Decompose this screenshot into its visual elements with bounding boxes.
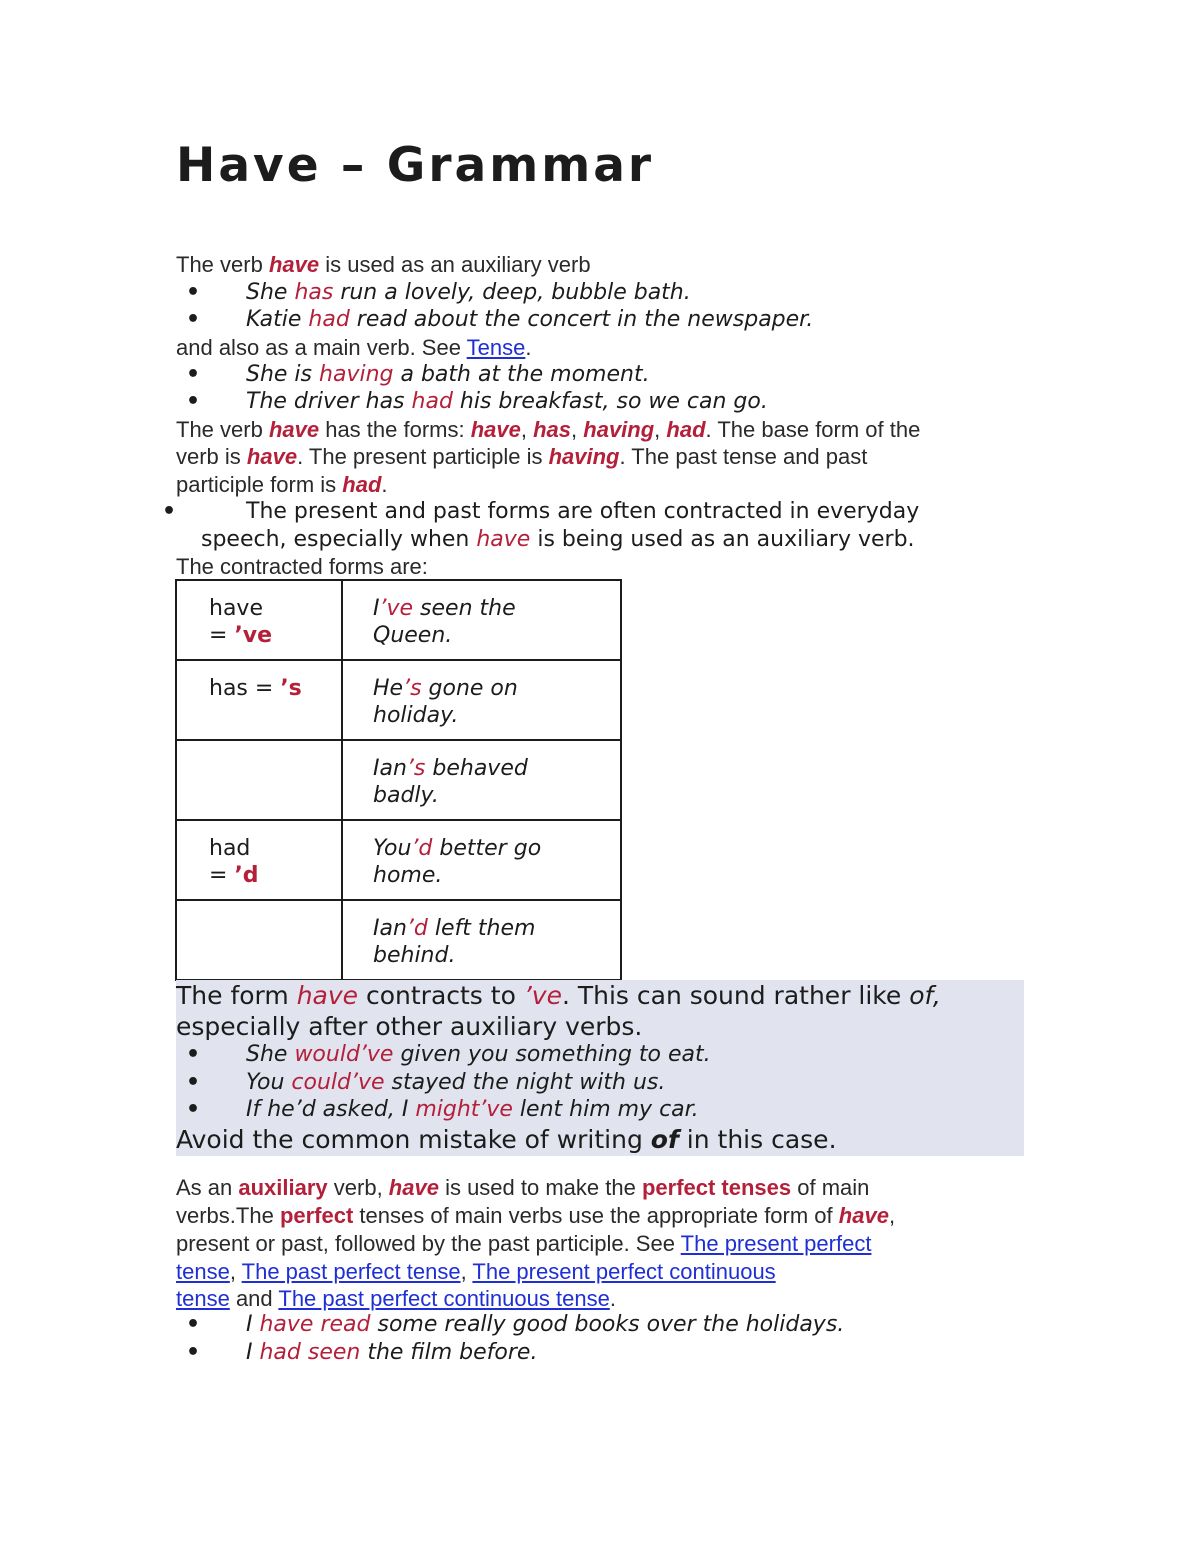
bullet: •: [186, 1070, 201, 1095]
perfect-line-5: tense and The past perfect continuous tense.: [176, 1286, 616, 1311]
tense-link[interactable]: Tense: [466, 335, 526, 360]
table-row: [176, 900, 621, 980]
perfect-line-4: tense, The past perfect tense, The present perfect continuous: [176, 1259, 776, 1284]
keyword-of: of,: [909, 981, 941, 1010]
main-verb-text: and also as a main verb. See: [176, 335, 467, 360]
form-cell: had = ’d: [176, 820, 342, 900]
form-cell: have = ’ve: [176, 580, 342, 660]
form-cell: [176, 900, 342, 980]
example-text: run a lovely, deep, bubble bath.: [333, 280, 691, 305]
keyword-had: had: [342, 472, 382, 497]
example-keyword: have read: [259, 1312, 371, 1337]
note-line-1: The form have contracts to ’ve. This can sound rather like of,: [176, 981, 941, 1010]
example-keyword: could’ve: [291, 1070, 385, 1095]
example-text: read about the concert in the newspaper.: [349, 307, 814, 332]
present-perfect-continuous-link-cont[interactable]: tense: [176, 1286, 230, 1311]
example-keyword: might’ve: [415, 1097, 513, 1122]
keyword-have: have: [476, 527, 531, 552]
present-perfect-link-cont[interactable]: tense: [176, 1259, 230, 1284]
keyword-of: of: [650, 1125, 679, 1154]
forms-line-1: The verb have has the forms: have, has, having, had. The base form of the: [176, 417, 921, 442]
bullet: •: [186, 1042, 201, 1067]
keyword-auxiliary: auxiliary: [238, 1175, 328, 1200]
keyword-having: having: [583, 417, 655, 442]
contraction-note-text: The present and past forms are often contracted in everyday: [246, 499, 920, 524]
intro-line: [176, 251, 591, 279]
table-row: [176, 820, 621, 900]
page-title: Have – Grammar: [176, 138, 655, 193]
keyword-have: have: [838, 1203, 889, 1228]
contraction-note-line-2: speech, especially when have is being used as an auxiliary verb.: [201, 527, 915, 552]
perfect-line-1: As an auxiliary verb, have is used to make the perfect tenses of main: [176, 1175, 870, 1200]
main-verb-text-end: .: [525, 335, 532, 360]
keyword-have: have: [268, 417, 320, 442]
example-text: his breakfast, so we can go.: [452, 389, 768, 414]
keyword-have: have: [268, 252, 320, 277]
form-cell: has = ’s: [176, 660, 342, 740]
bullet: •: [162, 499, 177, 524]
keyword-having: having: [548, 444, 620, 469]
keyword-have: have: [246, 444, 298, 469]
intro-text: The verb: [176, 252, 269, 277]
keyword-have: have: [296, 981, 359, 1010]
example-text: a bath at the moment.: [393, 362, 650, 387]
example-text: She: [246, 280, 295, 305]
present-perfect-link[interactable]: The present perfect: [680, 1231, 872, 1256]
example-keyword: had seen: [259, 1340, 361, 1365]
bullet: •: [186, 307, 201, 332]
table-row: [176, 660, 621, 740]
contractions-table: [175, 579, 622, 981]
note-line-2: especially after other auxiliary verbs.: [176, 1012, 643, 1041]
bullet: •: [186, 1340, 201, 1365]
forms-line-2: verb is have. The present participle is having. The past tense and past: [176, 444, 868, 469]
keyword-had: had: [666, 417, 706, 442]
keyword-perfect-tenses: perfect tenses: [641, 1175, 792, 1200]
example-cell: You’d better go home.: [342, 820, 621, 900]
keyword-has: has: [533, 417, 572, 442]
table-row: [176, 740, 621, 820]
example-text: The driver has: [246, 389, 412, 414]
keyword-ve: ’ve: [523, 981, 562, 1010]
form-cell: [176, 740, 342, 820]
bullet: •: [186, 389, 201, 414]
example-text: She is: [246, 362, 320, 387]
example-cell: Ian’d left them behind.: [342, 900, 621, 980]
main-verb-line: [176, 334, 532, 362]
example-cell: Ian’s behaved badly.: [342, 740, 621, 820]
intro-text-end: is used as an auxiliary verb: [319, 252, 591, 277]
present-perfect-continuous-link[interactable]: The present perfect continuous: [472, 1259, 776, 1284]
perfect-line-3: present or past, followed by the past participle. See The present perfect: [176, 1231, 872, 1256]
keyword-perfect: perfect: [279, 1203, 354, 1228]
past-perfect-continuous-link[interactable]: The past perfect continuous tense: [278, 1286, 610, 1311]
bullet: •: [186, 1097, 201, 1122]
example-keyword: had: [308, 307, 350, 332]
keyword-have: have: [388, 1175, 439, 1200]
document-page: Have – Grammar The verb have is used as an auxiliary verb • She has run a lovely, deep, bubble bath. • Katie had read about the concert in the newspaper. and also as a main verb. See Tense. • She is having a bath at the moment. • The driver has had his breakfast, so we can go. The verb have has the forms: have, has, having, had. The base form of the verb is have. The present participle is having. The past tense and past participle form is had. • The present and past forms are often contracted in everyday speech, especially when have is being used as an auxiliary verb. The contracted forms are: have = ’ve I’ve seen the Queen. has = ’s He’s gone on holiday. Ian’s behaved badly. had = ’d You’d better go home. Ian’d left them behind. The form have contracts to ’ve. This can sound rather like of, especially after other auxiliary verbs. • She would’ve given you something to eat. • You could’ve stayed the night with us. • If he’d asked, I might’ve lent him my car. Avoid the common mistake of writing of in this case. As an auxiliary verb, have is used to make the perfect tenses of main verbs.The perfect tenses of main verbs use the appropriate form of have, present or past, followed by the past participle. See The present perfect tense, The past perfect tense, The present perfect continuous tense and The past perfect continuous tense. • I have read some really good books over the holidays. • I had seen the film before.: [0, 0, 1200, 1553]
example-cell: He’s gone on holiday.: [342, 660, 621, 740]
example-keyword: would’ve: [294, 1042, 394, 1067]
contracted-forms-label: The contracted forms are:: [176, 554, 428, 579]
note-line-3: Avoid the common mistake of writing of in this case.: [176, 1125, 837, 1154]
table-row: [176, 580, 621, 660]
bullet: •: [186, 1312, 201, 1337]
bullet: •: [186, 362, 201, 387]
example-cell: I’ve seen the Queen.: [342, 580, 621, 660]
example-keyword: had: [411, 389, 453, 414]
forms-line-3: participle form is had.: [176, 472, 388, 497]
keyword-have: have: [470, 417, 521, 442]
bullet: •: [186, 280, 201, 305]
example-keyword: has: [294, 280, 334, 305]
example-keyword: having: [319, 362, 394, 387]
perfect-line-2: verbs.The perfect tenses of main verbs use the appropriate form of have,: [176, 1203, 896, 1228]
example-text: Katie: [246, 307, 309, 332]
past-perfect-link[interactable]: The past perfect tense: [241, 1259, 461, 1284]
